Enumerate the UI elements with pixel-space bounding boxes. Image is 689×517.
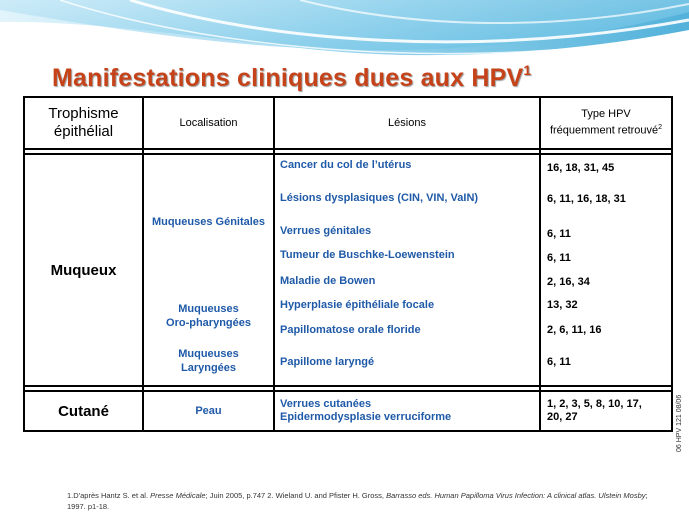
type-item: 6, 11	[547, 252, 571, 264]
page-title-text: Manifestations cliniques dues aux HPV	[52, 64, 524, 92]
header-trophisme-line1: Trophisme	[48, 105, 119, 122]
type-item: 1, 2, 3, 5, 8, 10, 17,	[547, 398, 642, 410]
cutane-localisation: Peau	[143, 391, 274, 431]
lesion-item: Papillomatose orale floride	[280, 324, 421, 336]
header-localisation: Localisation	[143, 97, 274, 149]
muqueux-types	[540, 154, 672, 386]
footnote	[67, 490, 657, 512]
cutane-label: Cutané	[24, 391, 143, 431]
muqueux-localisation	[143, 154, 274, 386]
lesion-item: Maladie de Bowen	[280, 275, 376, 287]
muqueux-lesions	[274, 154, 540, 386]
footnote-journal: Presse Médicale	[150, 491, 206, 500]
type-item: 2, 6, 11, 16	[547, 324, 602, 336]
type-item: 13, 32	[547, 299, 578, 311]
lesion-item: Hyperplasie épithéliale focale	[280, 299, 435, 311]
type-item: 16, 18, 31, 45	[547, 162, 615, 174]
lesion-item: Tumeur de Buschke-Loewenstein	[280, 249, 455, 261]
footnote-book: Barrasso eds. Human Papilloma Virus Infection: A clinical atlas. Ulstein Mosby	[386, 491, 646, 500]
muqueux-label: Muqueux	[24, 154, 143, 386]
header-type-sup: 2	[658, 124, 663, 132]
type-item: 20, 27	[547, 411, 578, 423]
loc-oro-pharyngees: Oro-pharyngées	[166, 317, 251, 329]
title-footnote-ref: 1	[523, 62, 532, 78]
lesion-item: Epidermodysplasie verruciforme	[280, 411, 452, 423]
cutane-row	[24, 391, 672, 431]
slide-code: 06 HPV 121 08/06	[676, 394, 683, 452]
page-title	[52, 64, 531, 93]
hpv-table	[23, 96, 673, 432]
type-item: 6, 11, 16, 18, 31	[547, 193, 626, 205]
loc-genitales: Muqueuses Génitales	[151, 216, 266, 228]
footnote-part2: ; Juin 2005, p.747 2. Wieland U. and Pfister H. Gross,	[205, 491, 387, 500]
header-type-line1: Type HPV	[581, 108, 631, 121]
header-type-line2: fréquemment retrouvé	[549, 124, 659, 137]
lesion-item: Papillome laryngé	[280, 356, 375, 368]
cutane-lesions	[274, 391, 540, 431]
lesion-item: Cancer du col de l’utérus	[280, 159, 412, 171]
type-item: 2, 16, 34	[547, 276, 590, 288]
header-lesions: Lésions	[274, 97, 540, 149]
lesion-item: Lésions dysplasiques (CIN, VIN, VaIN)	[280, 192, 479, 204]
type-item: 6, 11	[547, 228, 571, 240]
cutane-types	[540, 391, 672, 431]
lesion-item: Verrues cutanées	[280, 398, 372, 410]
header-trophisme-line2: épithélial	[53, 123, 114, 140]
footnote-part1: 1.D'après Hantz S. et al.	[67, 491, 151, 500]
type-item: 6, 11	[547, 356, 571, 368]
footnote-part3: ; 1997. p1-18.	[67, 491, 648, 511]
header-type-hpv	[540, 97, 672, 149]
header-trophisme	[24, 97, 143, 149]
loc-muqueuses-2: Muqueuses	[178, 348, 239, 360]
header-row	[24, 97, 672, 149]
loc-laryngees: Laryngées	[180, 362, 237, 374]
muqueux-row	[24, 154, 672, 386]
loc-muqueuses-1: Muqueuses	[178, 303, 239, 315]
lesion-item: Verrues génitales	[280, 225, 372, 237]
